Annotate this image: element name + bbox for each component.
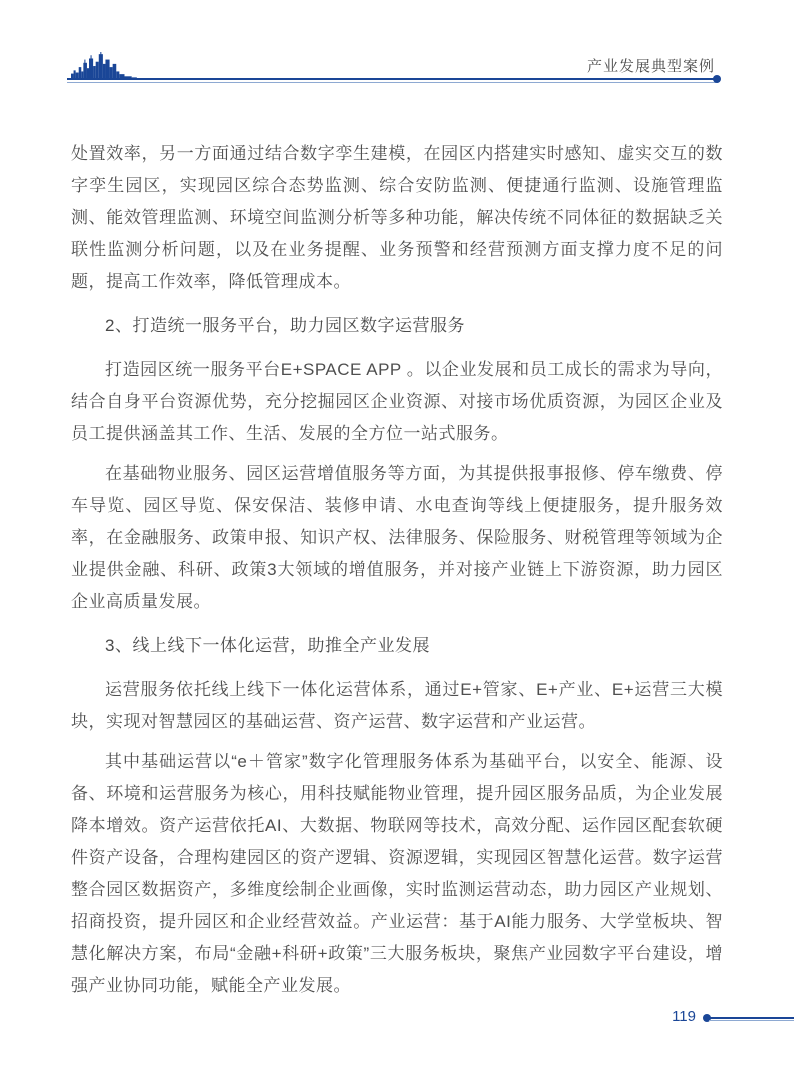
paragraph: 打造园区统一服务平台E+SPACE APP 。以企业发展和员工成长的需求为导向，结合自身平台资源优势，充分挖掘园区企业资源、对接市场优质资源，为园区企业及员工提供涵盖其工作、生活、发展的全方位一站式服务。	[71, 360, 723, 443]
footer-rule-light-line	[709, 1020, 794, 1021]
page-footer	[0, 1005, 794, 1031]
document-body	[71, 138, 723, 1010]
footer-rule	[709, 1017, 794, 1021]
header-rule-light-line	[67, 82, 718, 83]
paragraph: 运营服务依托线上线下一体化运营体系，通过E+管家、E+产业、E+运营三大模块，实现对智慧园区的基础运营、资产运营、数字运营和产业运营。	[71, 680, 723, 731]
page-number: 119	[672, 1008, 696, 1025]
header-rule-dot	[713, 75, 721, 83]
city-skyline-logo	[71, 52, 143, 79]
page-header	[67, 50, 718, 84]
paragraph: 在基础物业服务、园区运营增值服务等方面，为其提供报事报修、停车缴费、停车导览、园区导览、保安保洁、装修申请、水电查询等线上便捷服务，提升服务效率，在金融服务、政策申报、知识产权、法律服务、保险服务、财税管理等领域为企业提供金融、科研、政策3大领域的增值服务，并对接产业链上下游资源，助力园区企业高质量发展。	[71, 464, 723, 611]
header-title: 产业发展典型案例	[586, 58, 715, 75]
section-heading-2: 2、打造统一服务平台，助力园区数字运营服务	[105, 316, 465, 335]
footer-rule-dark-line	[709, 1017, 794, 1019]
section-heading-3: 3、线上线下一体化运营，助推全产业发展	[105, 636, 430, 655]
header-rule	[67, 78, 718, 84]
header-rule-dark-line	[67, 78, 718, 80]
paragraph: 其中基础运营以“e＋管家”数字化管理服务体系为基础平台，以安全、能源、设备、环境和运营服务为核心，用科技赋能物业管理，提升园区服务品质，为企业发展降本增效。资产运营依托AI、大数据、物联网等技术，高效分配、运作园区配套软硬件资产设备，合理构建园区的资产逻辑、资源逻辑，实现园区智慧化运营。数字运营整合园区数据资产，多维度绘制企业画像，实时监测运营动态，助力园区产业规划、招商投资，提升园区和企业经营效益。产业运营：基于AI能力服务、大学堂板块、智慧化解决方案，布局“金融+科研+政策”三大服务板块，聚焦产业园数字平台建设，增强产业协同功能，赋能全产业发展。	[71, 752, 723, 995]
paragraph-continued: 处置效率，另一方面通过结合数字孪生建模，在园区内搭建实时感知、虚实交互的数字孪生园区，实现园区综合态势监测、综合安防监测、便捷通行监测、设施管理监测、能效管理监测、环境空间监测分析等多种功能，解决传统不同体征的数据缺乏关联性监测分析问题，以及在业务提醒、业务预警和经营预测方面支撑力度不足的问题，提高工作效率，降低管理成本。	[71, 144, 723, 291]
